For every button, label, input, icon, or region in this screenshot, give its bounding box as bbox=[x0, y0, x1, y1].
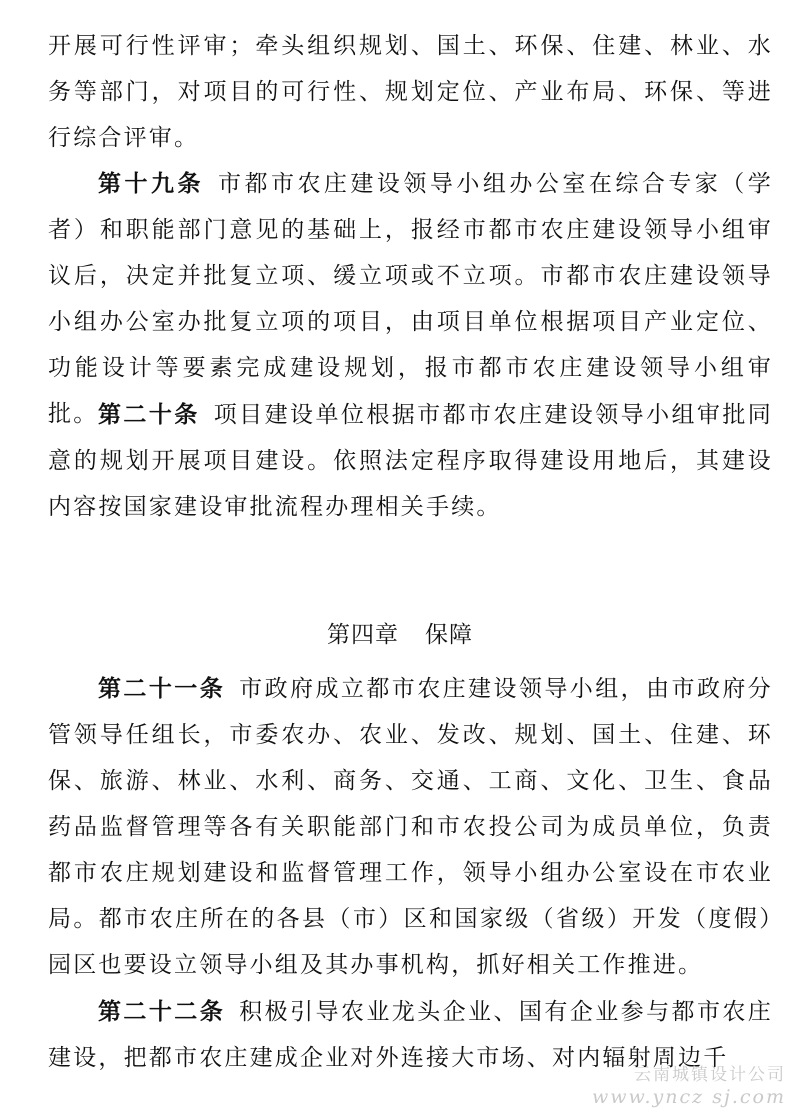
watermark-name: 云南城镇设计公司 bbox=[634, 1065, 786, 1085]
article-number: 第十九条 bbox=[98, 171, 204, 197]
article-text: 积极引导农业龙头企业、国有企业参与都市农庄建设，把都市农庄建成企业对外连接大市场、对内辐射周边千 bbox=[48, 999, 774, 1071]
paragraph-continued bbox=[48, 23, 773, 161]
watermark-url: www.yncz sj.com bbox=[591, 1086, 786, 1108]
paragraph-text: 开展可行性评审；牵头组织规划、国土、环保、住建、林业、水务等部门，对项目的可行性、规划定位、产业布局、环保、等进行综合评审。 bbox=[48, 33, 773, 151]
article-text: 市都市农庄建设领导小组办公室在综合专家（学者）和职能部门意见的基础上，报经市都市农庄建设领导小组审议后，决定并批复立项、缓立项或不立项。市都市农庄建设领导小组办公室办批复立项的项目，由项目单位根据项目产业定位、功能设计等要素完成建设规划，报市都市农庄建设领导小组审批。 bbox=[48, 171, 773, 427]
article-20 bbox=[48, 392, 773, 530]
watermark bbox=[592, 1064, 786, 1108]
article-number: 第二十一条 bbox=[98, 676, 226, 702]
chapter-number: 第四章 bbox=[327, 622, 399, 648]
article-text: 项目建设单位根据市都市农庄建设领导小组审批同意的规划开展项目建设。依照法定程序取得建设用地后，其建设内容按国家建设审批流程办理相关手续。 bbox=[48, 402, 773, 520]
article-number: 第二十二条 bbox=[98, 999, 226, 1025]
chapter-heading bbox=[0, 612, 800, 658]
chapter-title: 保障 bbox=[425, 622, 473, 648]
article-text: 市政府成立都市农庄建设领导小组，由市政府分管领导任组长，市委农办、农业、发改、规划、国土、住建、环保、旅游、林业、水利、商务、交通、工商、文化、卫生、食品药品监督管理等各有关职能部门和市农投公司为成员单位，负责都市农庄规划建设和监督管理工作，领导小组办公室设在市农业局。都市农庄所在的各县（市）区和国家级（省级）开发（度假）园区也要设立领导小组及其办事机构，抓好相关工作推进。 bbox=[48, 676, 774, 978]
article-21 bbox=[48, 666, 773, 988]
article-number: 第二十条 bbox=[98, 402, 200, 428]
